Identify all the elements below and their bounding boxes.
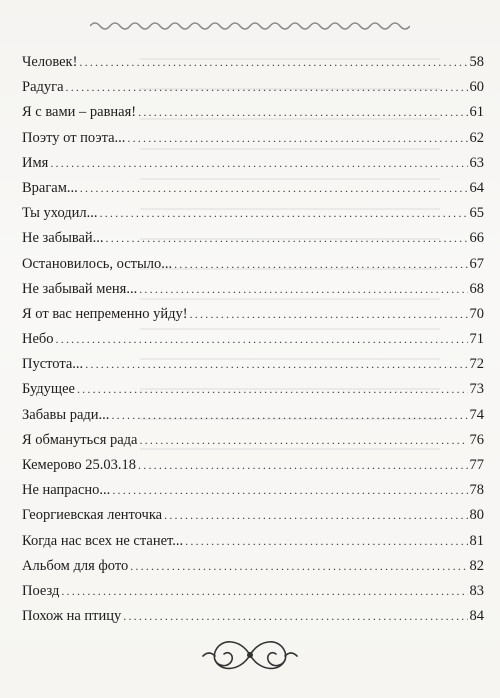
dot-leader [106,226,468,251]
toc-entry [22,277,484,302]
toc-entry-page-number: 61 [469,104,484,121]
dot-leader [127,126,467,151]
dot-leader [138,453,467,478]
toc-entry-title: Человек! [22,54,78,70]
dot-leader [61,579,467,604]
toc-entry-page-number: 74 [469,406,484,423]
toc-entry [22,554,484,579]
dot-leader [139,277,467,302]
toc-entry [22,75,484,100]
toc-entry-title: Остановилось, остыло... [22,255,173,272]
toc-entry-title: Не забывай меня... [22,280,138,297]
dot-leader [80,176,468,201]
dot-leader [85,352,467,377]
toc-entry-title: Небо [22,331,54,348]
toc-entry [22,503,484,528]
toc-entry-page-number: 82 [469,557,484,574]
dot-leader [100,201,468,226]
toc-entry-page-number: 66 [469,230,484,247]
toc-entry-page-number: 68 [469,280,484,297]
toc-entry [22,428,484,453]
toc-entry-page-number: 70 [469,305,484,322]
toc-entry-title: Не забывай... [22,230,104,247]
dot-leader [185,529,467,554]
toc-entry-page-number: 60 [469,79,484,96]
dot-leader [112,478,467,503]
toc-entry [22,529,484,554]
dot-leader [123,604,467,629]
toc-entry-page-number: 71 [469,331,484,348]
toc-entry-title: Имя [22,154,49,171]
toc-entry [22,403,484,428]
toc-entry [22,352,484,377]
toc-entry-title: Пустота... [22,356,84,373]
toc-entry-page-number: 63 [469,154,484,171]
dot-leader [139,428,467,453]
toc-entry [22,453,484,478]
toc-entry-title: Ты уходил... [22,205,98,222]
toc-entry [22,126,484,151]
toc-entry-page-number: 62 [469,129,484,146]
toc-entry [22,327,484,352]
toc-entry [22,604,484,629]
toc-entry [22,176,484,201]
toc-entry-title: Не напрасно... [22,482,111,499]
dot-leader [50,151,467,176]
table-of-contents [22,50,484,629]
toc-entry-page-number: 76 [469,431,484,448]
toc-entry [22,201,484,226]
toc-entry-title: Альбом для фото [22,557,129,574]
toc-entry-page-number: 78 [469,482,484,499]
toc-entry [22,252,484,277]
toc-entry [22,302,484,327]
toc-entry-page-number: 65 [469,205,484,222]
toc-entry-page-number: 77 [469,457,484,473]
dot-leader [174,252,467,277]
dot-leader [130,554,467,579]
toc-entry [22,50,484,75]
toc-entry-page-number: 73 [469,381,484,398]
toc-entry-title: Когда нас всех не станет... [22,532,184,549]
toc-entry-title: Похож на птицу [22,608,122,625]
toc-entry-title: Поезд [22,582,60,599]
toc-entry [22,100,484,125]
wavy-line-ornament-icon [90,18,410,34]
toc-entry-page-number: 58 [469,54,484,70]
toc-entry [22,478,484,503]
toc-entry-page-number: 64 [469,179,484,196]
dot-leader [79,50,467,75]
toc-entry-page-number: 67 [469,255,484,272]
dot-leader [77,377,468,402]
toc-entry-title: Будущее [22,381,75,398]
toc-entry-title: Я от вас непременно уйду! [22,305,188,322]
toc-entry-title: Георгиевская ленточка [22,507,163,524]
toc-entry-title: Врагам... [22,179,78,196]
dot-leader [66,75,468,100]
swirl-flourish-ornament-icon [195,630,305,680]
toc-entry-title: Я обмануться рада [22,431,138,448]
toc-entry [22,579,484,604]
dot-leader [56,327,468,352]
toc-entry-title: Поэту от поэта... [22,129,126,146]
toc-entry-page-number: 80 [469,507,484,524]
dot-leader [111,403,467,428]
dot-leader [138,100,467,125]
toc-entry-title: Забавы ради... [22,406,110,423]
toc-entry-page-number: 72 [469,356,484,373]
toc-entry-title: Кемерово 25.03.18 [22,457,137,473]
dot-leader [190,302,468,327]
toc-entry [22,377,484,402]
toc-entry-title: Я с вами – равная! [22,104,137,121]
dot-leader [164,503,467,528]
toc-entry [22,151,484,176]
toc-entry-page-number: 83 [469,582,484,599]
toc-entry-page-number: 81 [469,532,484,549]
toc-entry [22,226,484,251]
toc-entry-title: Радуга [22,79,64,96]
toc-entry-page-number: 84 [469,608,484,625]
